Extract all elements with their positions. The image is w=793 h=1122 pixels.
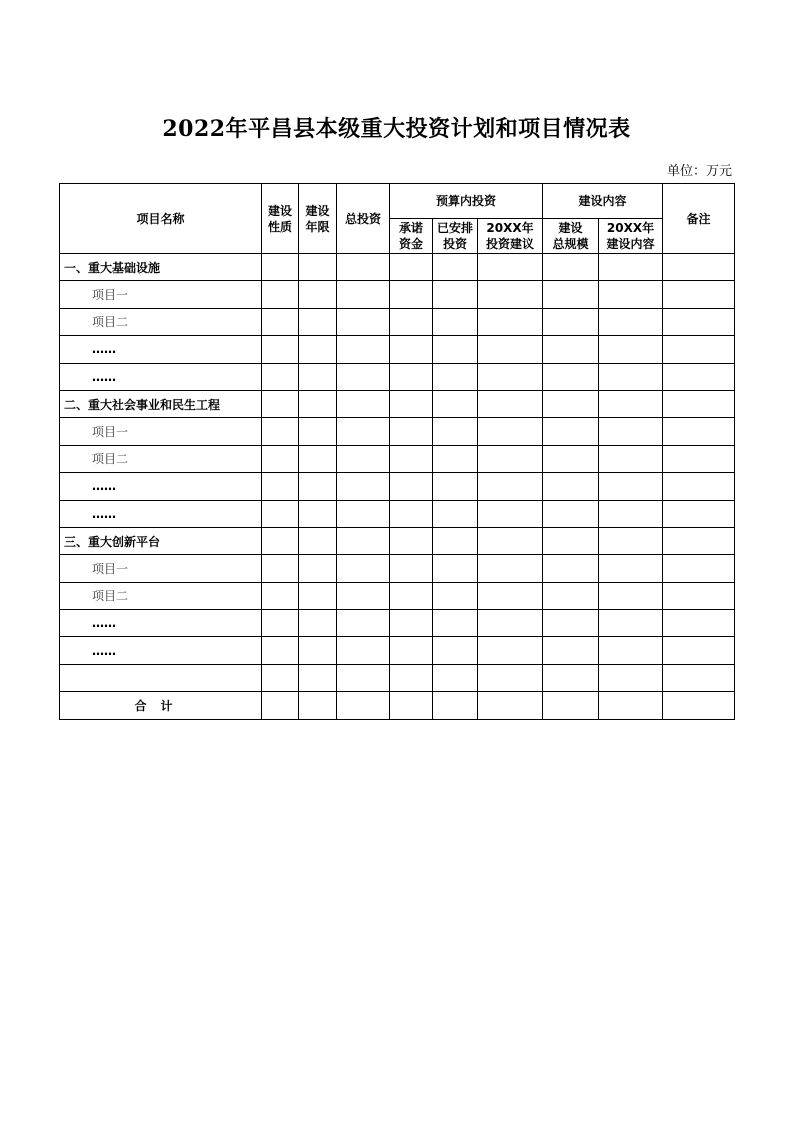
row-label: 项目二 (60, 308, 262, 335)
table-cell (599, 637, 663, 664)
table-cell (299, 692, 337, 719)
table-cell (543, 281, 599, 308)
table-cell (299, 473, 337, 500)
header-arranged-line1: 已安排 (436, 221, 473, 235)
table-row (60, 664, 735, 691)
table-row (60, 445, 735, 472)
table-cell (663, 254, 735, 281)
table-cell (543, 582, 599, 609)
table-cell (478, 637, 543, 664)
table-cell (262, 254, 299, 281)
header-nature-line1: 建设 (267, 203, 292, 218)
table-row (60, 281, 735, 308)
table-cell (262, 610, 299, 637)
table-cell (262, 637, 299, 664)
table-row (60, 390, 735, 417)
table-cell (478, 336, 543, 363)
table-cell (478, 610, 543, 637)
table-cell (663, 308, 735, 335)
table-cell (599, 582, 663, 609)
table-cell (478, 692, 543, 719)
table-cell (337, 582, 390, 609)
table-cell (599, 418, 663, 445)
table-cell (433, 527, 478, 554)
table-cell (337, 336, 390, 363)
table-cell (262, 555, 299, 582)
table-cell (433, 281, 478, 308)
table-cell (262, 336, 299, 363)
table-cell (390, 555, 433, 582)
table-cell (390, 610, 433, 637)
table-cell (390, 582, 433, 609)
table-cell (663, 418, 735, 445)
table-cell (599, 336, 663, 363)
row-label: …… (60, 363, 262, 390)
header-period (299, 184, 337, 254)
header-content-group: 建设内容 (543, 184, 663, 219)
table-cell (262, 473, 299, 500)
table-cell (262, 418, 299, 445)
table-cell (299, 445, 337, 472)
table-cell (390, 254, 433, 281)
table-cell (433, 308, 478, 335)
table-cell (299, 363, 337, 390)
page-title: 2022年平昌县本级重大投资计划和项目情况表 (162, 116, 631, 142)
table-row (60, 527, 735, 554)
table-cell (262, 390, 299, 417)
table-cell (390, 500, 433, 527)
table-cell (299, 254, 337, 281)
table-cell (478, 500, 543, 527)
table-cell (433, 500, 478, 527)
table-cell (599, 281, 663, 308)
table-row (60, 500, 735, 527)
table-cell (663, 390, 735, 417)
table-cell (390, 281, 433, 308)
table-cell (390, 527, 433, 554)
table-cell (337, 254, 390, 281)
table-cell (663, 500, 735, 527)
table-cell (299, 308, 337, 335)
table-cell (543, 445, 599, 472)
header-content (599, 219, 663, 254)
table-cell (390, 308, 433, 335)
row-label: 项目一 (60, 281, 262, 308)
table-row (60, 555, 735, 582)
table-cell (433, 418, 478, 445)
table-cell (599, 610, 663, 637)
table-cell (433, 473, 478, 500)
row-label: 项目一 (60, 418, 262, 445)
table-cell (390, 664, 433, 691)
table-cell (543, 500, 599, 527)
row-label: …… (60, 610, 262, 637)
table-cell (390, 692, 433, 719)
table-cell (478, 390, 543, 417)
row-label: …… (60, 473, 262, 500)
table-cell (299, 390, 337, 417)
header-committed-line2: 资金 (398, 237, 423, 251)
table-cell (663, 664, 735, 691)
table-cell (478, 445, 543, 472)
total-label: 合计 (60, 692, 262, 719)
table-cell (663, 445, 735, 472)
header-remarks: 备注 (663, 184, 735, 254)
table-cell (390, 336, 433, 363)
table-cell (543, 363, 599, 390)
header-proposal-line1: 20XX年 (486, 221, 534, 235)
table-cell (599, 363, 663, 390)
table-cell (433, 664, 478, 691)
table-cell (663, 473, 735, 500)
table-cell (599, 692, 663, 719)
table-cell (262, 445, 299, 472)
table-cell (337, 281, 390, 308)
header-content-line2: 建设内容 (606, 237, 655, 251)
table-cell (663, 363, 735, 390)
header-nature-line2: 性质 (267, 219, 292, 234)
header-budget-group: 预算内投资 (390, 184, 543, 219)
header-period-line2: 年限 (305, 219, 330, 234)
table-cell (433, 692, 478, 719)
row-label: 项目二 (60, 582, 262, 609)
table-cell (433, 254, 478, 281)
table-cell (299, 500, 337, 527)
table-cell (390, 445, 433, 472)
table-cell (390, 390, 433, 417)
table-cell (543, 527, 599, 554)
row-label: …… (60, 500, 262, 527)
header-proposal-line2: 投资建议 (486, 237, 535, 251)
table-cell (663, 610, 735, 637)
table-cell (337, 555, 390, 582)
table-cell (663, 555, 735, 582)
table-cell (299, 582, 337, 609)
header-content-line1: 20XX年 (606, 221, 655, 235)
table-cell (262, 363, 299, 390)
table-cell (543, 473, 599, 500)
row-label: 三、重大创新平台 (60, 527, 262, 554)
table-cell (262, 527, 299, 554)
table-cell (299, 418, 337, 445)
header-committed-line1: 承诺 (398, 221, 423, 235)
table-row (60, 473, 735, 500)
table-cell (543, 308, 599, 335)
header-scale (543, 219, 599, 254)
row-label: 二、重大社会事业和民生工程 (60, 390, 262, 417)
table-cell (663, 281, 735, 308)
header-scale-line2: 总规模 (552, 237, 589, 251)
table-cell (337, 527, 390, 554)
table-cell (478, 555, 543, 582)
table-cell (543, 664, 599, 691)
table-cell (599, 500, 663, 527)
table-cell (543, 390, 599, 417)
table-cell (337, 664, 390, 691)
table-cell (433, 363, 478, 390)
table-cell (433, 582, 478, 609)
investment-table (59, 183, 735, 720)
table-cell (433, 336, 478, 363)
table-cell (543, 418, 599, 445)
table-body (60, 254, 735, 692)
table-cell (663, 582, 735, 609)
table-cell (262, 582, 299, 609)
table-row (60, 308, 735, 335)
table-row (60, 610, 735, 637)
table-cell (337, 637, 390, 664)
table-cell (299, 637, 337, 664)
table-cell (262, 664, 299, 691)
table-cell (478, 418, 543, 445)
table-cell (299, 610, 337, 637)
header-scale-line1: 建设 (558, 221, 583, 235)
header-arranged-line2: 投资 (442, 237, 467, 251)
table-cell (433, 637, 478, 664)
table-cell (599, 555, 663, 582)
table-cell (262, 692, 299, 719)
header-period-line1: 建设 (305, 203, 330, 218)
table-cell (337, 418, 390, 445)
table-cell (262, 500, 299, 527)
unit-label: 单位：万元 (666, 164, 732, 179)
table-cell (478, 473, 543, 500)
table-cell (433, 390, 478, 417)
row-label (60, 664, 262, 691)
table-cell (262, 281, 299, 308)
table-cell (433, 610, 478, 637)
table-cell (478, 363, 543, 390)
table-cell (543, 336, 599, 363)
table-cell (478, 582, 543, 609)
header-committed (390, 219, 433, 254)
table-row (60, 254, 735, 281)
table-cell (478, 527, 543, 554)
header-name: 项目名称 (60, 184, 262, 254)
table-cell (599, 664, 663, 691)
table-row (60, 363, 735, 390)
table-cell (663, 527, 735, 554)
table-cell (337, 363, 390, 390)
table-cell (337, 473, 390, 500)
header-nature (262, 184, 299, 254)
table-cell (663, 692, 735, 719)
table-cell (299, 555, 337, 582)
table-cell (337, 390, 390, 417)
table-cell (433, 555, 478, 582)
table-cell (299, 336, 337, 363)
table-cell (433, 445, 478, 472)
header-proposal (478, 219, 543, 254)
table-cell (478, 281, 543, 308)
table-row (60, 336, 735, 363)
table-cell (337, 500, 390, 527)
table-cell (599, 445, 663, 472)
table-cell (599, 308, 663, 335)
table-cell (337, 692, 390, 719)
table-cell (599, 473, 663, 500)
table-cell (390, 363, 433, 390)
table-cell (599, 527, 663, 554)
table-cell (390, 418, 433, 445)
table-cell (299, 527, 337, 554)
table-cell (543, 610, 599, 637)
table-cell (337, 445, 390, 472)
table-cell (543, 692, 599, 719)
table-cell (299, 664, 337, 691)
header-arranged (433, 219, 478, 254)
row-label: 一、重大基础设施 (60, 254, 262, 281)
table-cell (478, 254, 543, 281)
table-cell (337, 308, 390, 335)
row-label: 项目一 (60, 555, 262, 582)
table-cell (337, 610, 390, 637)
table-cell (478, 664, 543, 691)
header-total-investment: 总投资 (337, 184, 390, 254)
table-cell (299, 281, 337, 308)
table-cell (663, 637, 735, 664)
row-label: …… (60, 637, 262, 664)
table-cell (390, 637, 433, 664)
table-cell (478, 308, 543, 335)
table-cell (262, 308, 299, 335)
table-cell (663, 336, 735, 363)
table-cell (543, 637, 599, 664)
table-row (60, 582, 735, 609)
table-row (60, 637, 735, 664)
table-cell (599, 254, 663, 281)
row-label: …… (60, 336, 262, 363)
row-label: 项目二 (60, 445, 262, 472)
table-cell (390, 473, 433, 500)
table-row (60, 418, 735, 445)
table-cell (599, 390, 663, 417)
table-cell (543, 254, 599, 281)
table-cell (543, 555, 599, 582)
